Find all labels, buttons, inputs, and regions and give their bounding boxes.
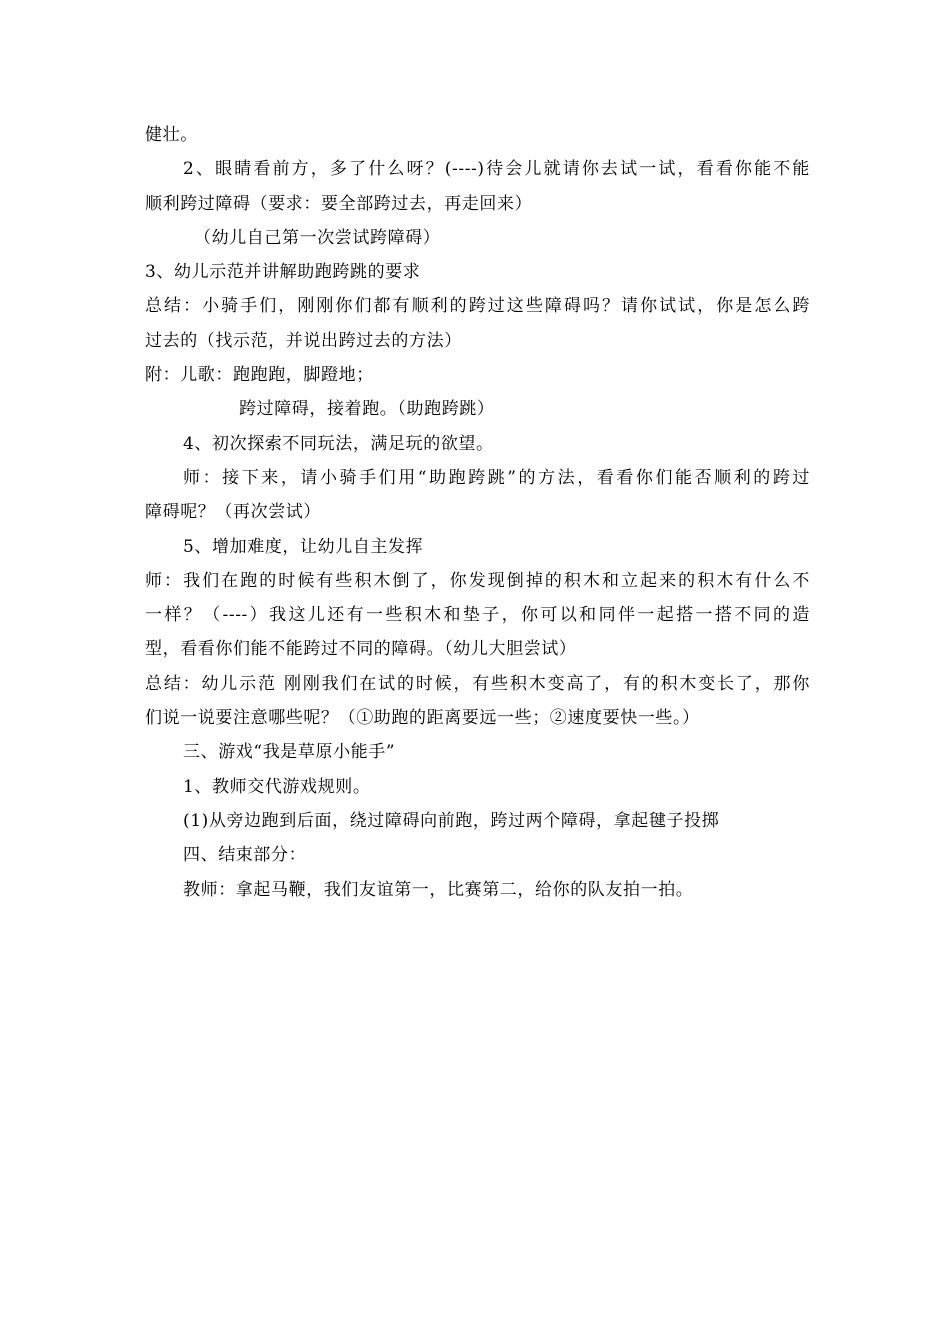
text-line-23: 教师：拿起马鞭，我们友谊第一，比赛第二，给你的队友拍一拍。	[183, 879, 694, 900]
text-line-9: 跨过障碍，接着跑。（助跑跨跳）	[239, 399, 495, 420]
text-line-17: 总结：幼儿示范 刚刚我们在试的时候，有些积木变高了，有的积木变长了，那你	[145, 673, 810, 694]
section-heading-3: 3、幼儿示范并讲解助跑跨跳的要求	[145, 262, 421, 283]
document-page	[145, 118, 810, 907]
text-line-3: 顺利跨过障碍（要求：要全部跨过去，再走回来）	[145, 193, 533, 214]
text-line-1: 健壮。	[145, 125, 198, 145]
section-heading-game: 三、游戏“我是草原小能手”	[183, 742, 396, 763]
text-line-18: 们说一说要注意哪些呢？（①助跑的距离要远一些；②速度要快一些。）	[145, 708, 700, 729]
section-heading-4: 4、初次探索不同玩法，满足玩的欲望。	[183, 433, 494, 454]
text-line-20: 1、教师交代游戏规则。	[183, 776, 371, 797]
text-line-7: 过去的（找示范，并说出跨过去的方法）	[145, 330, 462, 351]
text-line-2: 2、眼睛看前方，多了什么呀？(----)待会儿就请你去试一试，看看你能不能	[183, 159, 810, 180]
section-heading-end: 四、结束部分：	[183, 845, 307, 866]
text-line-6: 总结：小骑手们，刚刚你们都有顺利的跨过这些障碍吗？请你试试，你是怎么跨	[145, 296, 810, 317]
text-line-8: 附：儿歌：跑跑跑，脚蹬地；	[145, 365, 374, 386]
text-line-21: (1)从旁边跑到后面，绕过障碍向前跑，跨过两个障碍，拿起毽子投掷	[183, 810, 720, 831]
text-line-16: 型，看看你们能不能跨过不同的障碍。（幼儿大胆尝试）	[145, 639, 577, 660]
section-heading-5: 5、增加难度，让幼儿自主发挥	[183, 536, 424, 557]
text-line-14: 师：我们在跑的时候有些积木倒了，你发现倒掉的积木和立起来的积木有什么不	[145, 570, 810, 591]
text-line-4: （幼儿自己第一次尝试跨障碍）	[194, 227, 441, 248]
text-line-15: 一样？（----）我这儿还有一些积木和垫子，你可以和同伴一起搭一搭不同的造	[145, 605, 810, 626]
text-line-12: 障碍呢？（再次尝试）	[145, 502, 321, 523]
text-line-11: 师：接下来，请小骑手们用“助跑跨跳”的方法，看看你们能否顺利的跨过	[183, 467, 810, 488]
